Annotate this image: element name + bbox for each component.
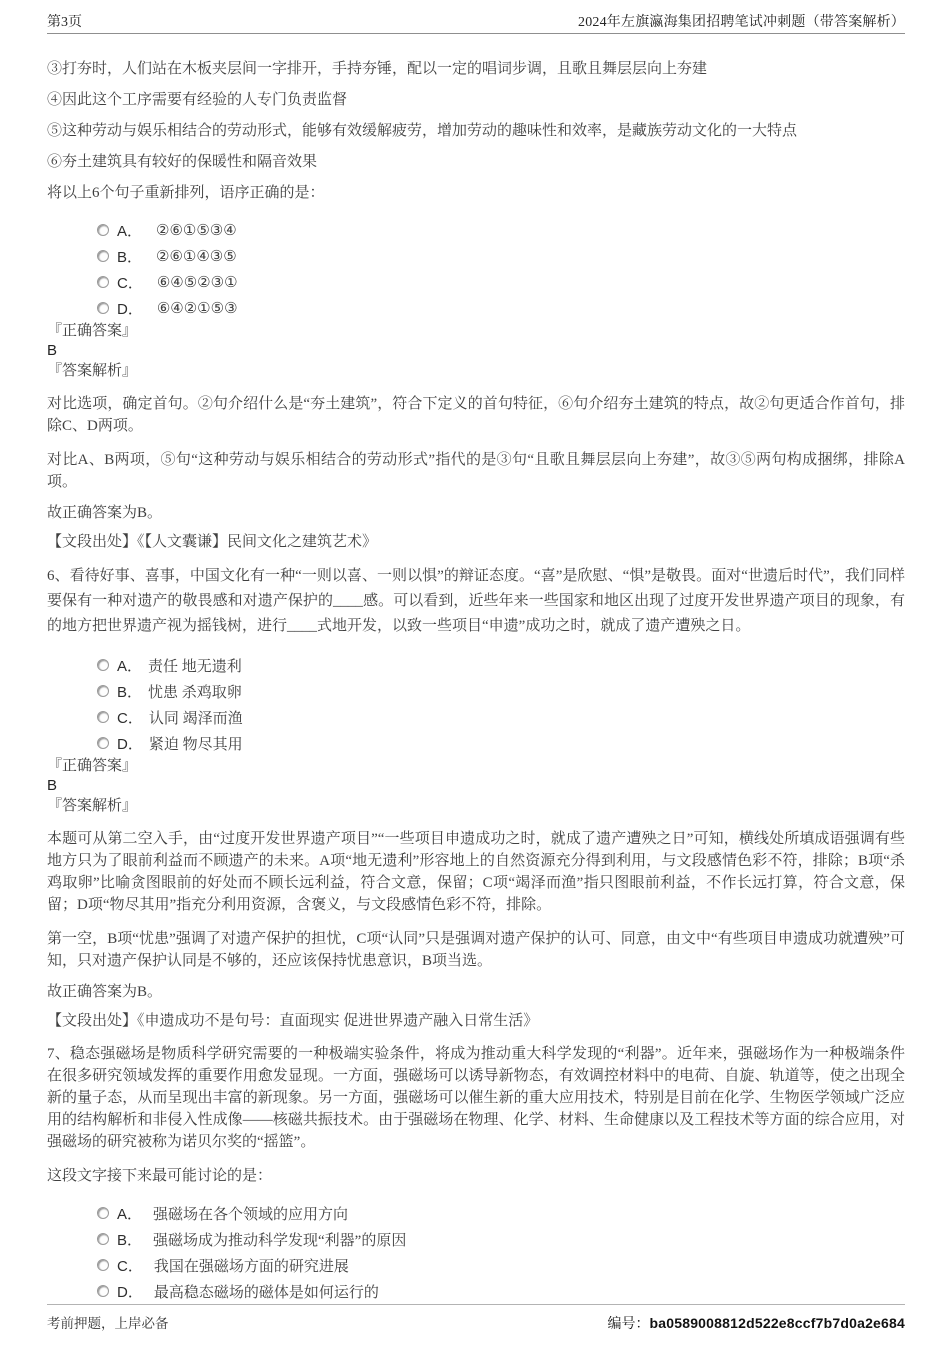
correct-answer-heading: 『正确答案』 <box>47 323 138 339</box>
document-title: 2024年左旗瀛海集团招聘笔试冲刺题（带答案解析） <box>578 15 905 30</box>
analysis-paragraph: 对比A、B两项，⑤句“这种劳动与娱乐相结合的劳动形式”指代的是③句“且歌且舞层层向上夯建”，故③⑤两句构成捆绑，排除A项。 <box>47 452 905 490</box>
correct-answer-value: B <box>47 777 58 794</box>
analysis-paragraph: 对比选项，确定首句。②句介绍什么是“夯土建筑”，符合下定义的首句特征，⑥句介绍夯土建筑的特点，故②句更适合作首句，排除C、D两项。 <box>47 396 905 434</box>
document-serial <box>608 1313 906 1333</box>
radio-button[interactable] <box>97 250 109 262</box>
page-footer <box>47 1304 905 1333</box>
option-text: ⑥④⑤②③① <box>156 274 238 291</box>
radio-button[interactable] <box>97 737 109 749</box>
option-text: 最高稳态磁场的磁体是如何运行的 <box>153 1284 379 1301</box>
option-label: D． <box>117 300 143 318</box>
option-label: C． <box>117 709 143 727</box>
q6-options <box>47 652 905 756</box>
option-row <box>97 269 905 295</box>
option-label: B． <box>117 683 143 701</box>
analysis-conclusion: 故正确答案为B。 <box>47 505 163 521</box>
option-label: C． <box>117 1257 143 1275</box>
option-row <box>97 704 905 730</box>
correct-answer-value: B <box>47 342 58 359</box>
option-row <box>97 243 905 269</box>
option-label: D． <box>117 1283 143 1301</box>
radio-button[interactable] <box>97 1259 109 1271</box>
sentence-item-6: ⑥夯土建筑具有较好的保暖性和隔音效果 <box>47 154 318 170</box>
option-text: ②⑥①④③⑤ <box>156 248 237 265</box>
option-label: B． <box>117 1231 143 1249</box>
option-text: 认同 竭泽而渔 <box>148 710 243 727</box>
radio-button[interactable] <box>97 302 109 314</box>
sentence-item-5: ⑤这种劳动与娱乐相结合的劳动形式，能够有效缓解疲劳，增加劳动的趣味性和效率，是藏族劳动文化的一大特点 <box>47 123 798 139</box>
sentence-item-3: ③打夯时，人们站在木板夹层间一字排开，手持夯锤，配以一定的唱词步调，且歌且舞层层向上夯建 <box>47 61 708 77</box>
source-reference: 【文段出处】《【人文囊谦】民间文化之建筑艺术》 <box>47 534 378 550</box>
q5-options <box>47 217 905 321</box>
option-text: ②⑥①⑤③④ <box>156 222 237 239</box>
question-7-stem: 7、稳态强磁场是物质科学研究需要的一种极端实验条件，将成为推动重大科学发现的“利器”。近年来，强磁场作为一种极端条件在很多研究领域发挥的重要作用愈发显现。一方面，强磁场可以诱导新物态，有效调控材料中的电荷、自旋、轨道等，使之出现全新的量子态，从而呈现出丰富的新现象。另一方面，强磁场可以催生新的重大应用技术，特别是目前在化学、生物医学领域广泛应用的结构解析和非侵入性成像——核磁共振技术。由于强磁场在物理、化学、材料、生命健康以及工程技术等方面的综合应用，对强磁场的研究被称为诺贝尔奖的“摇篮”。 <box>47 1046 905 1150</box>
option-row <box>97 1226 905 1252</box>
source-reference: 【文段出处】《申遗成功不是句号：直面现实 促进世界遗产融入日常生活》 <box>47 1013 539 1029</box>
radio-button[interactable] <box>97 276 109 288</box>
option-row <box>97 1200 905 1226</box>
page-number-label: 第3页 <box>47 15 82 30</box>
option-text: 忧患 杀鸡取卵 <box>148 684 242 701</box>
page-header <box>47 0 905 34</box>
option-row <box>97 730 905 756</box>
option-row <box>97 1278 905 1304</box>
option-row <box>97 217 905 243</box>
option-text: 责任 地无遗利 <box>148 658 242 675</box>
analysis-conclusion: 故正确答案为B。 <box>47 984 163 1000</box>
q7-options <box>47 1200 905 1304</box>
option-row <box>97 295 905 321</box>
option-label: A． <box>117 222 143 240</box>
option-text: 强磁场成为推动科学发现“利器”的原因 <box>153 1232 407 1249</box>
sentence-item-4: ④因此这个工序需要有经验的人专门负责监督 <box>47 92 348 108</box>
analysis-paragraph: 第一空，B项“忧患”强调了对遗产保护的担忧，C项“认同”只是强调对遗产保护的认可、同意，由文中“有些项目申遗成功就遭殃”可知，只对遗产保护认同是不够的，还应该保持忧患意识，B项当选。 <box>47 931 905 969</box>
radio-button[interactable] <box>97 1207 109 1219</box>
analysis-heading: 『答案解析』 <box>47 363 138 379</box>
option-label: A． <box>117 1205 143 1223</box>
page-content <box>47 34 905 1304</box>
option-label: B． <box>117 248 143 266</box>
radio-button[interactable] <box>97 1233 109 1245</box>
option-row <box>97 652 905 678</box>
serial-label: 编号： <box>607 1317 650 1332</box>
option-label: D． <box>117 735 143 753</box>
radio-button[interactable] <box>97 711 109 723</box>
question-instruction: 将以上6个句子重新排列，语序正确的是： <box>47 185 325 201</box>
question-7-prompt: 这段文字接下来最可能讨论的是： <box>47 1168 273 1184</box>
option-row <box>97 678 905 704</box>
question-6-stem: 6、看待好事、喜事，中国文化有一种“一则以喜、一则以惧”的辩证态度。“喜”是欣慰、“惧”是敬畏。面对“世遗后时代”，我们同样要保有一种对遗产的敬畏感和对遗产保护的____感。可以看到，近些年来一些国家和地区出现了过度开发世界遗产项目的现象，有的地方把世界遗产视为摇钱树，进行____式地开发，以致一些项目“申遗”成功之时，就成了遗产遭殃之日。 <box>47 568 905 634</box>
option-text: 紧迫 物尽其用 <box>148 736 243 753</box>
serial-code: ba0589008812d522e8ccf7b7d0a2e684 <box>649 1315 905 1331</box>
correct-answer-heading: 『正确答案』 <box>47 758 138 774</box>
option-label: C． <box>117 274 143 292</box>
option-text: 强磁场在各个领域的应用方向 <box>153 1206 349 1223</box>
footer-slogan: 考前押题，上岸必备 <box>47 1316 169 1331</box>
option-text: ⑥④②①⑤③ <box>156 300 238 317</box>
option-row <box>97 1252 905 1278</box>
radio-button[interactable] <box>97 685 109 697</box>
option-text: 我国在强磁场方面的研究进展 <box>153 1258 349 1275</box>
option-label: A． <box>117 657 143 675</box>
analysis-heading: 『答案解析』 <box>47 798 138 814</box>
radio-button[interactable] <box>97 224 109 236</box>
radio-button[interactable] <box>97 659 109 671</box>
radio-button[interactable] <box>97 1285 109 1297</box>
analysis-paragraph: 本题可从第二空入手，由“过度开发世界遗产项目”“一些项目申遗成功之时，就成了遗产遭殃之日”可知，横线处所填成语强调有些地方只为了眼前利益而不顾遗产的未来。A项“地无遗利”形容地上的自然资源充分得到利用，与文段感情色彩不符，排除；B项“杀鸡取卵”比喻贪图眼前的好处而不顾长远利益，符合文意，保留；C项“竭泽而渔”指只图眼前利益，不作长远打算，符合文意，保留；D项“物尽其用”指充分利用资源，含褒义，与文段感情色彩不符，排除。 <box>47 831 905 913</box>
